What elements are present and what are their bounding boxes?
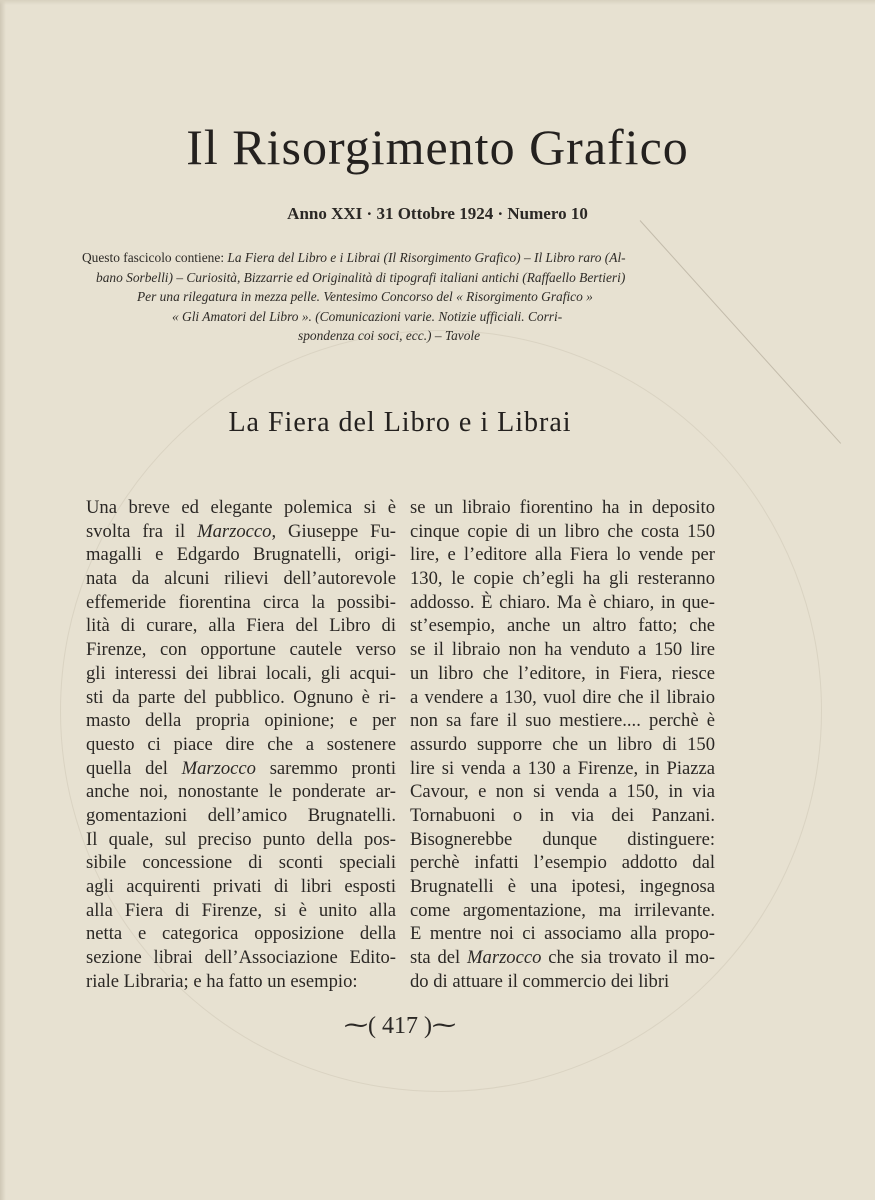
article-title: La Fiera del Libro e i Librai xyxy=(228,407,572,438)
text-line xyxy=(86,899,396,923)
text-line xyxy=(410,875,715,899)
text-line xyxy=(86,970,396,994)
text-line xyxy=(410,804,715,828)
text-segment: gli interessi dei librai locali, gli acqui- xyxy=(86,662,396,684)
text-line xyxy=(410,496,715,520)
text-line xyxy=(86,946,396,970)
text-line xyxy=(86,733,396,757)
text-segment: st’esempio, anche un altro fatto; che xyxy=(410,615,715,637)
text-line xyxy=(86,520,396,544)
text-line xyxy=(86,757,396,781)
text-line xyxy=(86,875,396,899)
text-line xyxy=(86,922,396,946)
text-line xyxy=(86,780,396,804)
text-line xyxy=(410,780,715,804)
text-segment: Una breve ed elegante polemica si è xyxy=(86,497,396,518)
text-segment: magalli e Edgardo Brugnatelli, origi- xyxy=(86,544,396,566)
contents-items: bano Sorbelli) – Curiosità, Bizzarrie ed Originalità di tipografi italiani antichi (Raffaello Bertieri) xyxy=(96,269,626,285)
text-line xyxy=(410,757,715,781)
text-segment: effemeride fiorentina circa la possibi- xyxy=(86,591,396,613)
contents-items: Per una rilegatura in mezza pelle. Ventesimo Concorso del « Risorgimento Grafico » xyxy=(137,289,593,304)
text-segment: 130, le copie ch’egli ha gli resteranno xyxy=(410,568,715,590)
text-line xyxy=(410,662,715,686)
text-segment: come argomentazione, ma irrilevante. xyxy=(410,899,715,921)
text-segment: a vendere a 130, vuol dire che il libraio xyxy=(410,686,715,708)
text-segment: gomentazioni dell’amico Brugnatelli. xyxy=(86,804,396,826)
text-segment: sezione librai dell’Associazione Edito- xyxy=(86,947,396,969)
text-line xyxy=(86,496,396,520)
text-segment: Firenze, con opportune cautele verso xyxy=(86,639,396,661)
text-segment: sibile concessione di sconti speciali xyxy=(86,852,396,874)
text-line xyxy=(86,804,396,828)
text-segment: Bisognerebbe dunque distinguere: xyxy=(410,828,715,850)
page-number: ⁓( 417 )⁓ xyxy=(344,1013,456,1039)
article-column-left xyxy=(86,496,396,993)
text-segment: nata da alcuni rilievi dell’autorevole xyxy=(86,568,396,590)
text-line xyxy=(86,567,396,591)
text-segment: lità di curare, alla Fiera del Libro di xyxy=(86,615,396,637)
italic-journal-name: Marzocco xyxy=(197,520,272,542)
text-segment: che sia trovato il mo- xyxy=(541,947,715,969)
text-line xyxy=(410,686,715,710)
text-line xyxy=(86,709,396,733)
contents-line xyxy=(82,287,802,307)
text-segment: assurdo supporre che un libro di 150 xyxy=(410,733,715,755)
text-line xyxy=(410,520,715,544)
text-segment: lire, e l’editore alla Fiera lo vende per xyxy=(410,544,715,566)
text-line xyxy=(410,828,715,852)
text-segment: sti da parte del pubblico. Ognuno è ri- xyxy=(86,686,396,708)
text-segment: agli acquirenti privati di libri esposti xyxy=(86,876,396,897)
text-segment: addosso. È chiaro. Ma è chiaro, in que- xyxy=(410,591,715,613)
text-line xyxy=(410,851,715,875)
text-segment: do di attuare il commercio dei libri xyxy=(410,970,670,992)
text-line xyxy=(410,899,715,923)
contents-items: « Gli Amatori del Libro ». (Comunicazioni varie. Notizie ufficiali. Corri- xyxy=(172,308,563,324)
text-line xyxy=(410,922,715,946)
text-line xyxy=(410,567,715,591)
text-segment: saremmo pronti xyxy=(255,757,396,779)
text-segment: Brugnatelli è una ipotesi, ingegnosa xyxy=(410,876,715,897)
text-segment: Il quale, sul preciso punto della pos- xyxy=(86,828,396,850)
text-line xyxy=(410,591,715,615)
text-segment: lire si venda a 130 a Firenze, in Piazza xyxy=(410,757,715,779)
text-line xyxy=(86,851,396,875)
contents-items: La Fiera del Libro e i Librai (Il Risorgimento Grafico) – Il Libro raro (Al- xyxy=(227,250,626,265)
text-segment: quella del xyxy=(86,757,182,779)
text-line xyxy=(86,662,396,686)
text-line xyxy=(86,686,396,710)
text-line xyxy=(410,970,715,994)
text-segment: Cavour, e non si venda a 150, in via xyxy=(410,781,715,803)
text-line xyxy=(86,614,396,638)
italic-journal-name: Marzocco xyxy=(467,947,542,969)
contents-line xyxy=(82,307,802,327)
issue-line: Anno XXI · 31 Ottobre 1924 · Numero 10 xyxy=(287,204,588,223)
contents-line xyxy=(82,248,802,268)
contents-line xyxy=(82,268,802,288)
text-segment: E mentre noi ci associamo alla propo- xyxy=(410,923,715,945)
text-segment: Tornabuoni o in via dei Panzani. xyxy=(410,804,715,826)
contents-label: Questo fascicolo contiene: xyxy=(82,250,228,265)
page-top-shadow xyxy=(0,0,875,5)
text-line xyxy=(86,543,396,567)
text-segment: sta del xyxy=(410,947,468,969)
article-column-right xyxy=(410,496,715,993)
text-segment: netta e categorica opposizione della xyxy=(86,923,396,945)
text-segment: se un libraio fiorentino ha in deposito xyxy=(410,497,715,518)
masthead-title: Il Risorgimento Grafico xyxy=(186,119,689,175)
text-line xyxy=(410,543,715,567)
text-line xyxy=(410,709,715,733)
text-line xyxy=(86,591,396,615)
italic-journal-name: Marzocco xyxy=(181,757,256,779)
contents-line xyxy=(82,326,802,346)
text-line xyxy=(410,733,715,757)
text-line xyxy=(86,638,396,662)
text-line xyxy=(410,614,715,638)
text-segment: riale Libraria; e ha fatto un esempio: xyxy=(86,970,358,992)
text-segment: un libro che l’editore, in Fiera, riesce xyxy=(410,662,715,684)
text-line xyxy=(410,638,715,662)
text-segment: questo ci piace dire che a sostenere xyxy=(86,733,396,755)
text-segment: cinque copie di un libro che costa 150 xyxy=(410,520,715,542)
text-segment: se il libraio non ha venduto a 150 lire xyxy=(410,639,715,661)
text-segment: anche noi, nonostante le ponderate ar- xyxy=(86,781,396,803)
text-line xyxy=(410,946,715,970)
contents-summary xyxy=(82,248,802,346)
text-segment: perchè infatti l’esempio addotto dal xyxy=(410,852,715,874)
text-segment: alla Fiera di Firenze, si è unito alla xyxy=(86,899,396,921)
text-segment: , Giuseppe Fu- xyxy=(271,520,396,542)
text-line xyxy=(86,828,396,852)
text-segment: non sa fare il suo mestiere.... perchè è xyxy=(410,710,715,732)
contents-items: spondenza coi soci, ecc.) – Tavole xyxy=(298,328,481,343)
text-segment: masto della propria opinione; e per xyxy=(86,710,396,732)
text-segment: svolta fra il xyxy=(86,520,198,542)
